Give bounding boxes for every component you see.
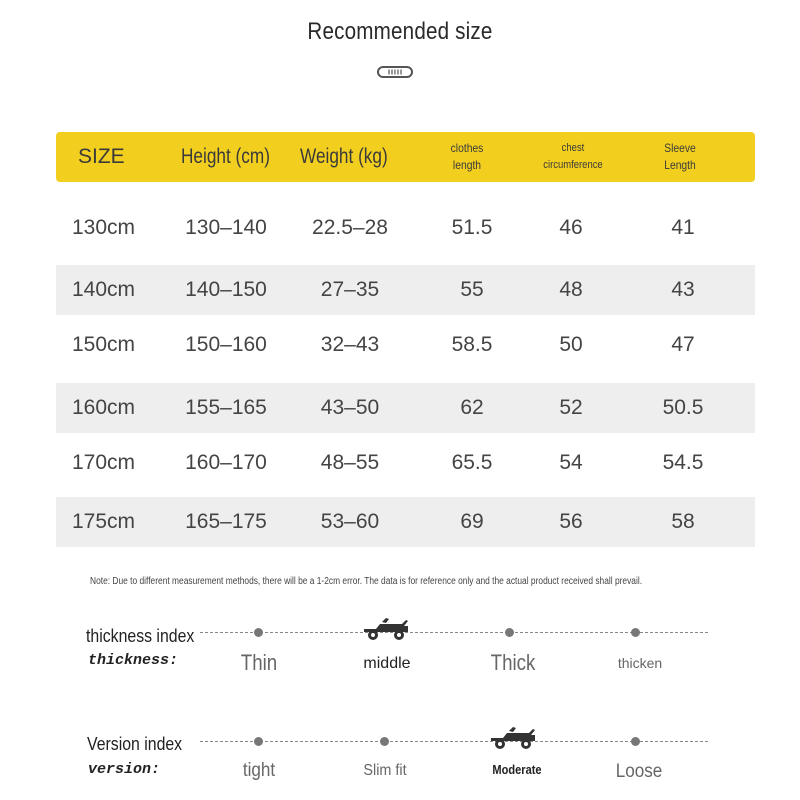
cell-length: 55 [460,278,484,301]
cell-size: 175cm [72,510,136,533]
cell-size: 150cm [72,333,136,356]
cell-sleeve: 54.5 [662,451,704,474]
measurement-note: Note: Due to different measurement methods, there will be a 1-2cm error. The data is for reference only and the actual product received shall prevail. [90,576,643,587]
version-sub-label: version: [88,761,161,778]
table-row [56,438,755,488]
table-row [56,497,755,547]
cell-length: 65.5 [451,451,493,474]
thickness-dot-thick [505,628,514,637]
header-size: SIZE [78,145,125,168]
cell-height: 155–165 [185,396,267,419]
header-clothes-length-line1: clothes [450,141,484,155]
thickness-dot-thin [254,628,263,637]
cell-length: 62 [460,396,484,419]
cell-chest: 50 [559,333,583,356]
thickness-option-thick: Thick [490,650,536,675]
table-row [56,265,755,315]
cell-height: 150–160 [185,333,267,356]
version-option-moderate: Moderate [492,762,542,777]
cell-chest: 54 [559,451,583,474]
header-chest-line2: circumference [543,159,603,171]
cell-size: 170cm [72,451,136,474]
version-dot-tight [254,737,263,746]
cell-height: 140–150 [185,278,267,301]
table-row [56,383,755,433]
table-row [56,203,755,253]
cell-length: 51.5 [451,216,493,239]
cell-height: 130–140 [185,216,267,239]
cell-weight: 27–35 [320,278,380,301]
logo-badge-icon [377,66,413,78]
thickness-option-thicken: thicken [617,655,663,671]
version-option-loose: Loose [615,761,663,782]
cell-length: 69 [460,510,484,533]
jeep-marker-icon [362,616,410,642]
page-title: Recommended size [307,18,493,45]
cell-weight: 22.5–28 [312,216,388,239]
cell-sleeve: 50.5 [662,396,704,419]
cell-weight: 32–43 [320,333,380,356]
cell-chest: 52 [559,396,583,419]
cell-sleeve: 43 [671,278,695,301]
cell-size: 130cm [72,216,136,239]
header-chest [534,132,611,182]
thickness-dot-thicken [631,628,640,637]
header-chest-line1: chest [561,142,585,154]
cell-height: 160–170 [185,451,267,474]
version-index-label: Version index [87,734,183,754]
thickness-option-thin: Thin [240,650,278,675]
version-dot-loose [631,737,640,746]
header-sleeve-line2: Length [664,158,696,172]
cell-chest: 46 [559,216,583,239]
jeep-marker-icon [489,725,537,751]
version-dot-slim-fit [380,737,389,746]
version-option-slim-fit: Slim fit [363,762,407,779]
header-height: Height (cm) [181,145,270,168]
cell-height: 165–175 [185,510,267,533]
header-sleeve [650,132,710,182]
version-option-tight: tight [242,760,276,781]
size-table-header [56,132,755,182]
cell-size: 160cm [72,396,136,419]
cell-weight: 48–55 [320,451,380,474]
cell-weight: 43–50 [320,396,380,419]
table-row [56,320,755,370]
cell-length: 58.5 [451,333,493,356]
cell-sleeve: 58 [671,510,695,533]
header-clothes-length-line2: length [452,158,482,172]
header-sleeve-line1: Sleeve [664,141,696,155]
cell-chest: 48 [559,278,583,301]
cell-size: 140cm [72,278,136,301]
cell-weight: 53–60 [320,510,380,533]
thickness-option-middle: middle [363,655,411,672]
thickness-sub-label: thickness: [88,652,179,669]
cell-chest: 56 [559,510,583,533]
thickness-index-label: thickness index [86,626,195,646]
cell-sleeve: 47 [671,333,695,356]
header-weight: Weight (kg) [300,145,388,168]
header-clothes-length [437,132,497,182]
cell-sleeve: 41 [671,216,695,239]
